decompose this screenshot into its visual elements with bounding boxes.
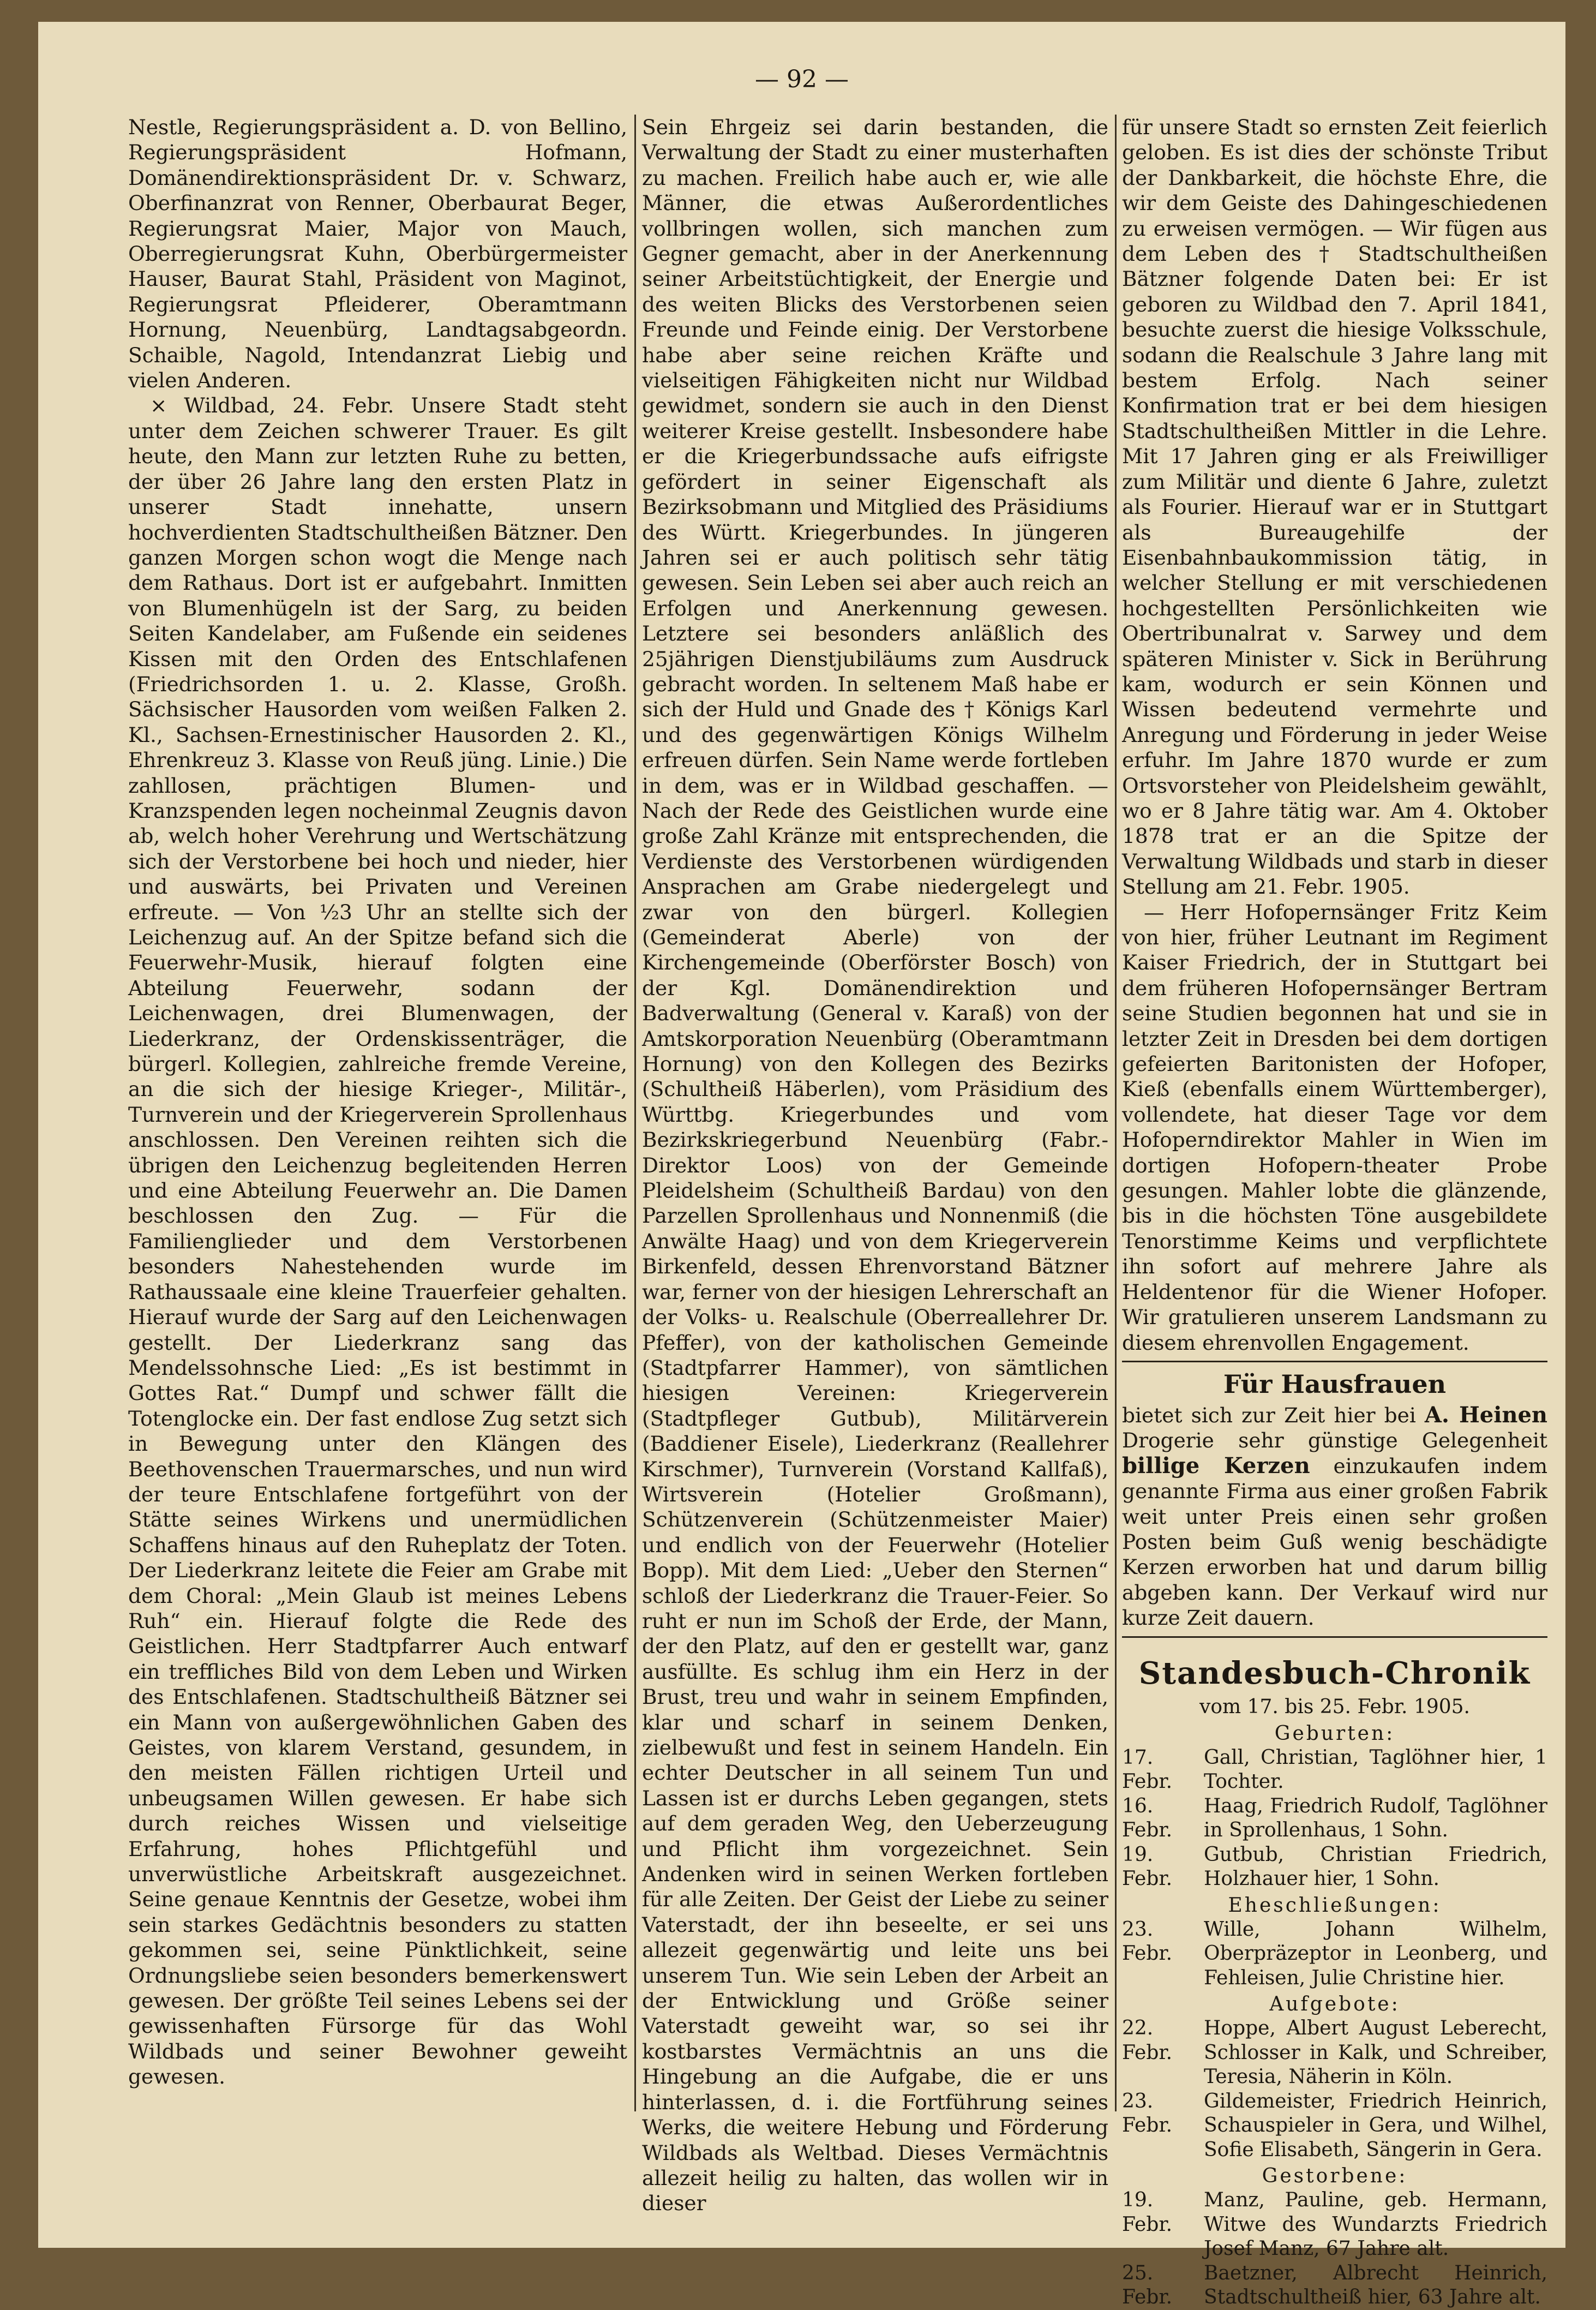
advert-text: Drogerie sehr günstige Gelegenheit [1122,1428,1547,1453]
advert-highlight: billige Kerzen [1122,1452,1310,1479]
entry-text: Gildemeister, Friedrich Heinrich, Schauspieler in Gera, und Wilhel, Sofie Elisabeth, Sängerin in Gera. [1204,2090,1547,2161]
page-number: — 92 — [755,65,849,93]
advert-heading: Für Hausfrauen [1223,1369,1447,1399]
entry-date: 23. Febr. [1122,1918,1173,1965]
column-1 [128,115,627,2090]
advert-top-rule [1122,1361,1547,1362]
entry-text: Manz, Pauline, geb. Hermann, Witwe des Wundarzts Friedrich Josef Manz, 67 Jahre alt. [1204,2189,1547,2260]
chronicle-title: Standesbuch-Chronik [1138,1655,1531,1691]
chronicle-entry [1122,1843,1547,1892]
entry-date: 19. Febr. [1122,1843,1173,1890]
article-paragraph: — Herr Hofopernsänger Fritz Keim von hier, früher Leutnant im Regiment Kaiser Friedrich, der in Stuttgart bei dem früheren Hofopernsänger Bertram seine Studien begonnen hat und sie in letzter Zeit in Dresden bei dem dortigen gefeierten Baritonisten der Hofoper, Kieß (ebenfalls einem Württemberger), vollendete, hat dieser Tage vor dem Hofoperndirektor Mahler in Wien im dortigen Hofopern-theater Probe gesungen. Mahler lobte die glänzende, bis in die höchsten Töne ausgebildete Tenorstimme Keims und verpflichtete ihn sofort auf mehrere Jahre als Heldentenor für die Wiener Hofoper. Wir gratulieren unserem Landsmann zu diesem ehrenvollen Engagement. [1122,900,1547,1355]
article-paragraph: für unsere Stadt so ernsten Zeit feierlich geloben. Es ist dies der schönste Tribut der Dankbarkeit, die höchste Ehre, die wir dem Geiste des Dahingeschiedenen zu erweisen vermögen. — Wir fügen aus dem Leben des † Stadtschultheißen Bätzner folgende Daten bei: Er ist geboren zu Wildbad den 7. April 1841, besuchte zuerst die hiesige Volksschule, sodann die Realschule 3 Jahre lang mit bestem Erfolg. Nach seiner Konfirmation trat er bei dem hiesigen Stadtschultheißen Mittler in die Lehre. Mit 17 Jahren ging er als Freiwilliger zum Militär und diente 6 Jahre, zuletzt als Fourier. Hierauf war er in Stuttgart als Bureaugehilfe der Eisenbahnbaukommission tätig, in welcher Stellung er mit verschiedenen hochgestellten Persönlichkeiten wie Obertribunalrat v. Sarwey und dem späteren Minister v. Sick in Berührung kam, wodurch er sein Können und Wissen bedeutend vermehrte und Anregung und Förderung in jeder Weise erfuhr. Im Jahre 1870 wurde er zum Ortsvorsteher von Pleidelsheim gewählt, wo er 8 Jahre tätig war. Am 4. Oktober 1878 trat er an die Spitze der Verwaltung Wildbads und starb in dieser Stellung am 21. Febr. 1905. [1122,115,1547,899]
entry-text: Wille, Johann Wilhelm, Oberpräzeptor in Leonberg, und Fehleisen, Julie Christine hier. [1204,1918,1547,1989]
advert-text: einzukaufen indem genannte Firma aus einer großen Fabrik weit unter Preis einen sehr großen Posten beim Guß wenig beschädigte Kerzen erworben hat und darum billig abgeben kann. Der Verkauf wird nur kurze Zeit dauern. [1122,1453,1548,1630]
entry-date: 19. Febr. [1122,2189,1173,2236]
entry-text: Gall, Christian, Taglöhner hier, 1 Tochter. [1204,1746,1547,1793]
entry-text: Hoppe, Albert August Leberecht, Schlosser in Kalk, und Schreiber, Teresia, Näherin in Köln. [1204,2017,1547,2088]
chronicle-section-heading: Eheschließungen: [1228,1894,1442,1917]
entry-date: 17. Febr. [1122,1746,1173,1793]
entry-date: 16. Febr. [1122,1794,1173,1842]
chronicle-sections [1122,1722,1547,2310]
entry-text: Gutbub, Christian Friedrich, Holzhauer hier, 1 Sohn. [1204,1843,1547,1890]
column-3 [1122,115,1547,2310]
column-divider [634,115,636,2111]
chronicle-section-heading: Gestorbene: [1262,2165,1408,2188]
article-paragraph: Nestle, Regierungspräsident a. D. von Bellino, Regierungspräsident Hofmann, Domänendirektionspräsident Dr. v. Schwarz, Oberfinanzrat von Renner, Oberbaurat Beger, Regierungsrat Maier, Major von Mauch, Oberregierungsrat Kuhn, Oberbürgermeister Hauser, Baurat Stahl, Präsident von Maginot, Regierungsrat Pfleiderer, Oberamtmann Hornung, Neuenbürg, Landtagsabgeordn. Schaible, Nagold, Intendanzrat Liebig und vielen Anderen. [128,115,627,393]
chronicle-entry [1122,2016,1547,2090]
advert-body [1122,1403,1547,1631]
column-2 [642,115,1108,2216]
entry-text: Haag, Friedrich Rudolf, Taglöhner in Sprollenhaus, 1 Sohn. [1204,1794,1547,1842]
advert-firm: A. Heinen [1424,1402,1548,1428]
chronicle-section-heading: Aufgebote: [1269,1993,1400,2016]
entry-text: Baetzner, Albrecht Heinrich, Stadtschultheiß hier, 63 Jahre alt. [1204,2261,1547,2309]
chronicle-entry [1122,1794,1547,1843]
chronicle-section-heading: Geburten: [1274,1722,1395,1745]
article-paragraph: × Wildbad, 24. Febr. Unsere Stadt steht unter dem Zeichen schwerer Trauer. Es gilt heute, den Mann zur letzten Ruhe zu betten, der über 26 Jahre lang den ersten Platz in unserer Stadt innehatte, unsern hochverdienten Stadtschultheißen Bätzner. Den ganzen Morgen schon wogt die Menge nach dem Rathaus. Dort ist er aufgebahrt. Inmitten von Blumenhügeln ist der Sarg, zu beiden Seiten Kandelaber, am Fußende ein seidenes Kissen mit den Orden des Entschlafenen (Friedrichsorden 1. u. 2. Klasse, Großh. Sächsischer Hausorden vom weißen Falken 2. Kl., Sachsen-Ernestinischer Hausorden 2. Kl., Ehrenkreuz 3. Klasse von Reuß jüng. Linie.) Die zahllosen, prächtigen Blumen- und Kranzspenden legen nocheinmal Zeugnis davon ab, welch hoher Verehrung und Wertschätzung sich der Verstorbene bei hoch und nieder, hier und auswärts, bei Privaten und Vereinen erfreute. — Von ½3 Uhr an stellte sich der Leichenzug auf. An der Spitze befand sich die Feuerwehr-Musik, hierauf folgten eine Abteilung Feuerwehr, sodann der Leichenwagen, drei Blumenwagen, der Liederkranz, der Ordenskissenträger, die bürgerl. Kollegien, zahlreiche fremde Vereine, an die sich der hiesige Krieger-, Militär-, Turnverein und der Kriegerverein Sprollenhaus anschlossen. Den Vereinen reihten sich die übrigen den Leichenzug begleitenden Herren und eine Abteilung Feuerwehr an. Die Damen beschlossen den Zug. — Für die Familienglieder und dem Verstorbenen besonders Nahestehenden wurde im Rathaussaale eine kleine Trauerfeier gehalten. Hierauf wurde der Sarg auf den Leichenwagen gestellt. Der Liederkranz sang das Mendelssohnsche Lied: „Es ist bestimmt in Gottes Rat.“ Dumpf und schwer fällt die Totenglocke ein. Der fast endlose Zug setzt sich in Bewegung unter den Klängen des Beethovenschen Trauermarsches, und nun wird der teure Entschlafene fortgeführt von der Stätte seines Wirkens und unermüdlichen Schaffens hinaus auf den Ruheplatz der Toten. Der Liederkranz leitete die Feier am Grabe mit dem Choral: „Mein Glaub ist meines Lebens Ruh“ ein. Hierauf folgte die Rede des Geistlichen. Herr Stadtpfarrer Auch entwarf ein treffliches Bild von dem Leben und Wirken des Entschlafenen. Stadtschultheiß Bätzner sei ein Mann von außergewöhnlichen Gaben des Geistes, von klarem Verstand, gesundem, in den meisten Fällen richtigen Urteil und unbeugsamen Willen gewesen. Er habe sich durch reiches Wissen und vielseitige Erfahrung, hohes Pflichtgefühl und unverwüstliche Arbeitskraft ausgezeichnet. Seine genaue Kenntnis der Gesetze, wobei ihm sein starkes Gedächtnis besonders zu statten gekommen sei, seine Pünktlichkeit, seine Ordnungsliebe seien besonders bemerkenswert gewesen. Der größte Teil seines Lebens sei der gewissenhaften Fürsorge für das Wohl Wildbads und seiner Bewohner geweiht gewesen. [128,393,627,2089]
chronicle-period: vom 17. bis 25. Febr. 1905. [1199,1695,1471,1718]
advert-text: bietet sich zur Zeit hier bei [1122,1403,1416,1427]
entry-date: 25. Febr. [1122,2261,1173,2309]
entry-date: 22. Febr. [1122,2017,1173,2064]
chronicle-entry [1122,2090,1547,2163]
chronicle-entry [1122,1746,1547,1794]
advert-bottom-rule [1122,1636,1547,1638]
chronicle-entry [1122,2188,1547,2261]
chronicle-entry [1122,1918,1547,1991]
column-divider [1115,115,1117,2111]
article-paragraph: Sein Ehrgeiz sei darin bestanden, die Verwaltung der Stadt zu einer musterhaften zu machen. Freilich habe auch er, wie alle Männer, die etwas Außerordentliches vollbringen wollen, sich manchen zum Gegner gemacht, aber in der Anerkennung seiner Arbeitstüchtigkeit, der Energie und des weiten Blicks des Verstorbenen seien Freunde und Feinde einig. Der Verstorbene habe aber seine reichen Kräfte und vielseitigen Fähigkeiten nicht nur Wildbad gewidmet, sondern sie auch in den Dienst weiterer Kreise gestellt. Insbesondere habe er die Kriegerbundssache aufs eifrigste gefördert in seiner Eigenschaft als Bezirksobmann und Mitglied des Präsidiums des Württ. Kriegerbundes. In jüngeren Jahren sei er auch politisch sehr tätig gewesen. Sein Leben sei aber auch reich an Erfolgen und Anerkennung gewesen. Letztere sei besonders anläßlich des 25jährigen Dienstjubiläums zum Ausdruck gebracht worden. In seltenem Maß habe er sich der Huld und Gnade des † Königs Karl und des gegenwärtigen Königs Wilhelm erfreuen dürfen. Sein Name werde fortleben in dem, was er in Wildbad geschaffen. — Nach der Rede des Geistlichen wurde eine große Zahl Kränze mit entsprechenden, die Verdienste des Verstorbenen würdigenden Ansprachen am Grabe niedergelegt und zwar von den bürgerl. Kollegien (Gemeinderat Aberle) von der Kirchengemeinde (Oberförster Bosch) von der Kgl. Domänendirektion und Badverwaltung (General v. Karaß) von der Amtskorporation Neuenbürg (Oberamtmann Hornung) von den Kollegen des Bezirks (Schultheiß Häberlen), vom Präsidium des Württbg. Kriegerbundes und vom Bezirkskriegerbund Neuenbürg (Fabr.-Direktor Loos) von der Gemeinde Pleidelsheim (Schultheiß Bardau) von den Parzellen Sprollenhaus und Nonnenmiß (die Anwälte Haag) und von dem Kriegerverein Birkenfeld, dessen Ehrenvorstand Bätzner war, ferner von der hiesigen Lehrerschaft an der Volks- u. Realschule (Oberreallehrer Dr. Pfeffer), von der katholischen Gemeinde (Stadtpfarrer Hammer), von sämtlichen hiesigen Vereinen: Kriegerverein (Stadtpfleger Gutbub), Militärverein (Baddiener Eisele), Liederkranz (Reallehrer Kirschmer), Turnverein (Vorstand Kallfaß), Wirtsverein (Hotelier Großmann), Schützenverein (Schützenmeister Maier) und endlich von der Feuerwehr (Hotelier Bopp). Mit dem Lied: „Ueber den Sternen“ schloß der Liederkranz die Trauer-Feier. So ruht er nun im Schoß der Erde, der Mann, der den Platz, auf den er gestellt war, ganz ausfüllte. Es schlug ihm ein Herz in der Brust, treu und wahr in seinem Empfinden, klar und scharf in seinem Denken, zielbewußt und fest in seinem Handeln. Ein echter Deutscher in all seinem Tun und Lassen ist er durchs Leben gegangen, stets auf dem geraden Weg, den Ueberzeugung und Pflicht ihm vorgezeichnet. Sein Andenken wird in seinen Werken fortleben für alle Zeiten. Der Geist der Liebe zu seiner Vaterstadt, der ihn beseelte, er sei uns allezeit gegenwärtig und leite uns bei unserem Tun. Wie sein Leben der Arbeit an der Entwicklung und Größe seiner Vaterstadt geweiht war, so sei ihr kostbarstes Vermächtnis an uns die Hingebung an die Aufgabe, die er uns hinterlassen, d. i. die Fortführung seines Werks, die weitere Hebung und Förderung Wildbads als Weltbad. Dieses Vermächtnis allezeit heilig zu halten, das wollen wir in dieser [642,115,1108,2216]
chronicle-entry [1122,2261,1547,2310]
newspaper-page [38,22,1565,2309]
entry-date: 23. Febr. [1122,2090,1173,2137]
